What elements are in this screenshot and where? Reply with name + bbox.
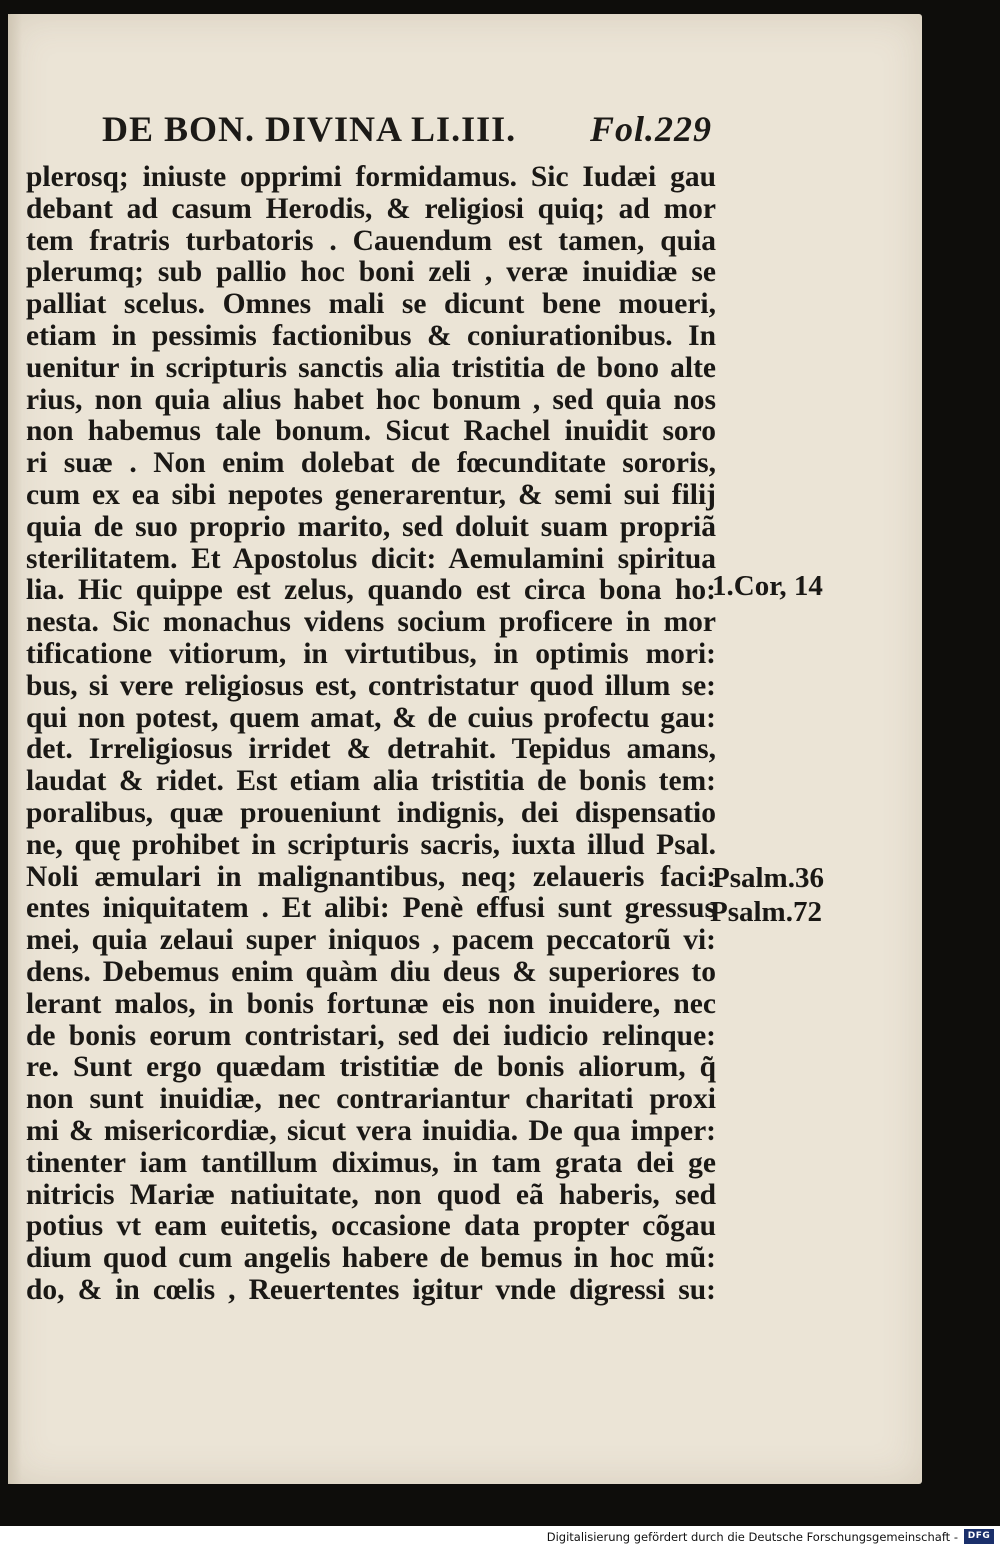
text-line: det. Irreligiosus irridet & detrahit. Tepidus amans,	[26, 734, 716, 766]
text-line: tinenter iam tantillum diximus, in tam grata dei ge	[26, 1147, 716, 1179]
text-line: dium quod cum angelis habere de bemus in hoc mũ:	[26, 1243, 716, 1275]
margin-note-psalm-72: Psalm.72	[710, 896, 822, 928]
text-line: quia de suo proprio marito, sed doluit suam propriã	[26, 511, 716, 543]
text-line: etiam in pessimis factionibus & coniurationibus. In	[26, 320, 716, 352]
text-line: laudat & ridet. Est etiam alia tristitia de bonis tem:	[26, 766, 716, 798]
text-line: lerant malos, in bonis fortunæ eis non inuidere, nec	[26, 988, 716, 1020]
funding-credit: Digitalisierung gefördert durch die Deutsche Forschungsgemeinschaft -	[546, 1530, 958, 1544]
text-line: dens. Debemus enim quàm diu deus & superiores to	[26, 956, 716, 988]
book-page	[8, 14, 922, 1484]
text-line: ri suæ . Non enim dolebat de fœcunditate sororis,	[26, 448, 716, 480]
folio-number: Fol.229	[589, 109, 712, 149]
text-line: qui non potest, quem amat, & de cuius profectu gau:	[26, 702, 716, 734]
text-line: re. Sunt ergo quædam tristitiæ de bonis aliorum, q̃	[26, 1052, 716, 1084]
text-line: mei, quia zelaui super iniquos , pacem peccatorũ vi:	[26, 925, 716, 957]
text-line: lia. Hic quippe est zelus, quando est circa bona ho:	[26, 575, 716, 607]
text-line: rius, non quia alius habet hoc bonum , sed quia nos	[26, 384, 716, 416]
text-line: plerosq; iniuste opprimi formidamus. Sic Iudæi gau	[26, 162, 716, 193]
text-line: tificatione vitiorum, in virtutibus, in optimis mori:	[26, 638, 716, 670]
text-line: palliat scelus. Omnes mali se dicunt bene moueri,	[26, 289, 716, 321]
text-line: cum ex ea sibi nepotes generarentur, & semi sui filij	[26, 479, 716, 511]
text-line: ne, quę prohibet in scripturis sacris, iuxta illud Psal.	[26, 829, 716, 861]
text-line: sterilitatem. Et Apostolus dicit: Aemulamini spiritua	[26, 543, 716, 575]
running-title: DE BON. DIVINA LI.III.	[102, 109, 517, 149]
text-line: nesta. Sic monachus videns socium proficere in mor	[26, 607, 716, 639]
text-line: Noli æmulari in malignantibus, neq; zelaueris faci:	[26, 861, 716, 893]
digitization-footer	[0, 1526, 1000, 1548]
text-line: uenitur in scripturis sanctis alia tristitia de bono alte	[26, 352, 716, 384]
text-line: de bonis eorum contristari, sed dei iudicio relinque:	[26, 1020, 716, 1052]
text-line: non sunt inuidiæ, nec contrariantur charitati proxi	[26, 1084, 716, 1116]
text-line: bus, si vere religiosus est, contristatur quod illum se:	[26, 670, 716, 702]
text-line: mi & misericordiæ, sicut vera inuidia. De qua imper:	[26, 1115, 716, 1147]
body-text	[26, 162, 716, 1307]
text-line: debant ad casum Herodis, & religiosi quiq; ad mor	[26, 193, 716, 225]
text-line: tem fratris turbatoris . Cauendum est tamen, quia	[26, 225, 716, 257]
text-line: do, & in cœlis , Reuertentes igitur vnde digressi su:	[26, 1274, 716, 1306]
text-line: poralibus, quæ proueniunt indignis, dei dispensatio	[26, 797, 716, 829]
margin-note-1-cor-14: 1.Cor, 14	[712, 570, 823, 602]
dfg-logo-icon: DFG	[964, 1529, 994, 1544]
text-line: non habemus tale bonum. Sicut Rachel inuidit soro	[26, 416, 716, 448]
text-line: potius vt eam euitetis, occasione data propter cõgau	[26, 1211, 716, 1243]
text-line: plerumq; sub pallio hoc boni zeli , veræ inuidiæ se	[26, 257, 716, 289]
margin-note-psalm-36: Psalm.36	[712, 862, 824, 894]
page-gutter-shadow	[8, 14, 22, 1484]
text-line: nitricis Mariæ natiuitate, non quod eã haberis, sed	[26, 1179, 716, 1211]
running-header	[102, 108, 712, 150]
text-line: entes iniquitatem . Et alibi: Penè effusi sunt gressus	[26, 893, 716, 925]
